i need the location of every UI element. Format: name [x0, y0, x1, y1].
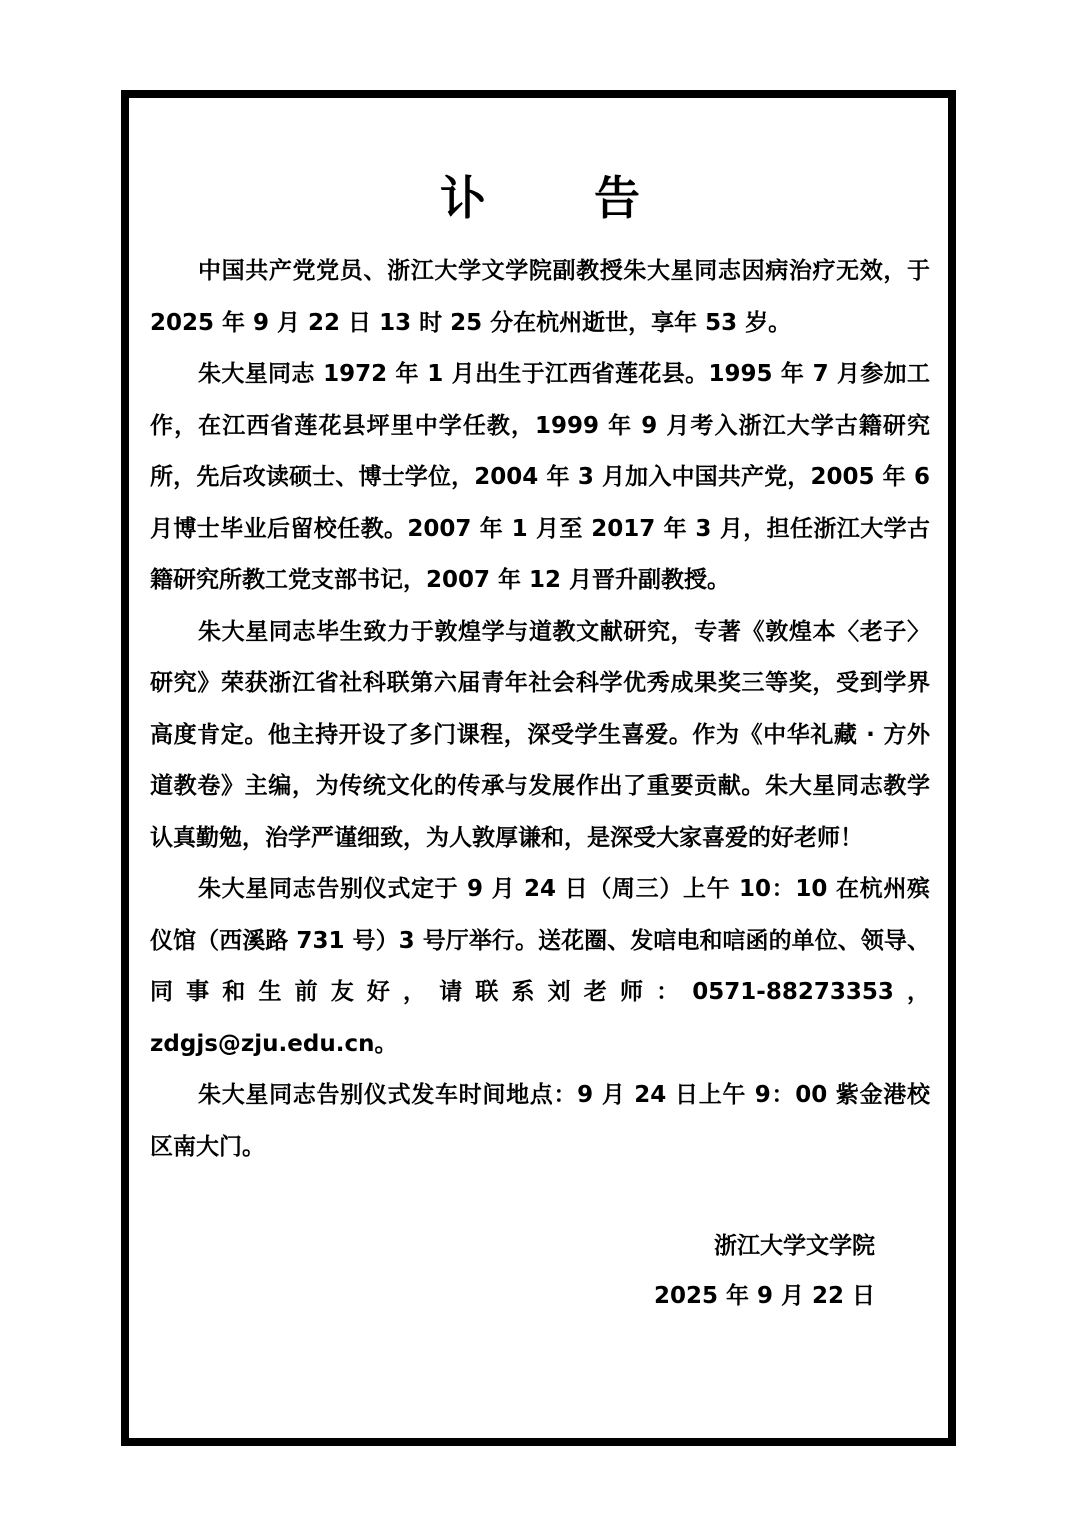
notice-body [150, 246, 930, 1173]
signature-date: 2025 年 9 月 22 日 [653, 1283, 875, 1309]
signature-organization: 浙江大学文学院 [714, 1233, 875, 1259]
paragraph-achievements: 朱大星同志毕生致力于敦煌学与道教文献研究，专著《敦煌本〈老子〉研究》荣获浙江省社科联第六届青年社会科学优秀成果奖三等奖，受到学界高度肯定。他主持开设了多门课程，深受学生喜爱。作为《中华礼藏 · 方外道教卷》主编，为传统文化的传承与发展作出了重要贡献。朱大星同志教学认真勤勉，治学严谨细致，为人敦厚谦和，是深受大家喜爱的好老师！ [150, 618, 930, 851]
paragraph-biography: 朱大星同志 1972 年 1 月出生于江西省莲花县。1995 年 7 月参加工作，在江西省莲花县坪里中学任教，1999 年 9 月考入浙江大学古籍研究所，先后攻读硕士、博士学位，2004 年 3 月加入中国共产党，2005 年 6 月博士毕业后留校任教。2007 年 1 月至 2017 年 3 月，担任浙江大学古籍研究所教工党支部书记，2007 年 12 月晋升副教授。 [150, 361, 930, 593]
paragraph-bus-departure: 朱大星同志告别仪式发车时间地点：9 月 24 日上午 9：00 紫金港校区南大门。 [150, 1082, 930, 1160]
paragraph-death-announcement: 中国共产党党员、浙江大学文学院副教授朱大星同志因病治疗无效，于 2025 年 9 月 22 日 13 时 25 分在杭州逝世，享年 53 岁。 [150, 258, 930, 336]
paragraph-farewell-ceremony: 朱大星同志告别仪式定于 9 月 24 日（周三）上午 10：10 在杭州殡仪馆（西溪路 731 号）3 号厅举行。送花圈、发唁电和唁函的单位、领导、同事和生前友好，请联系刘老师：0571-88273353，zdgjs@zju.edu.cn。 [150, 876, 930, 1057]
notice-title: 讣 告 [439, 171, 686, 225]
